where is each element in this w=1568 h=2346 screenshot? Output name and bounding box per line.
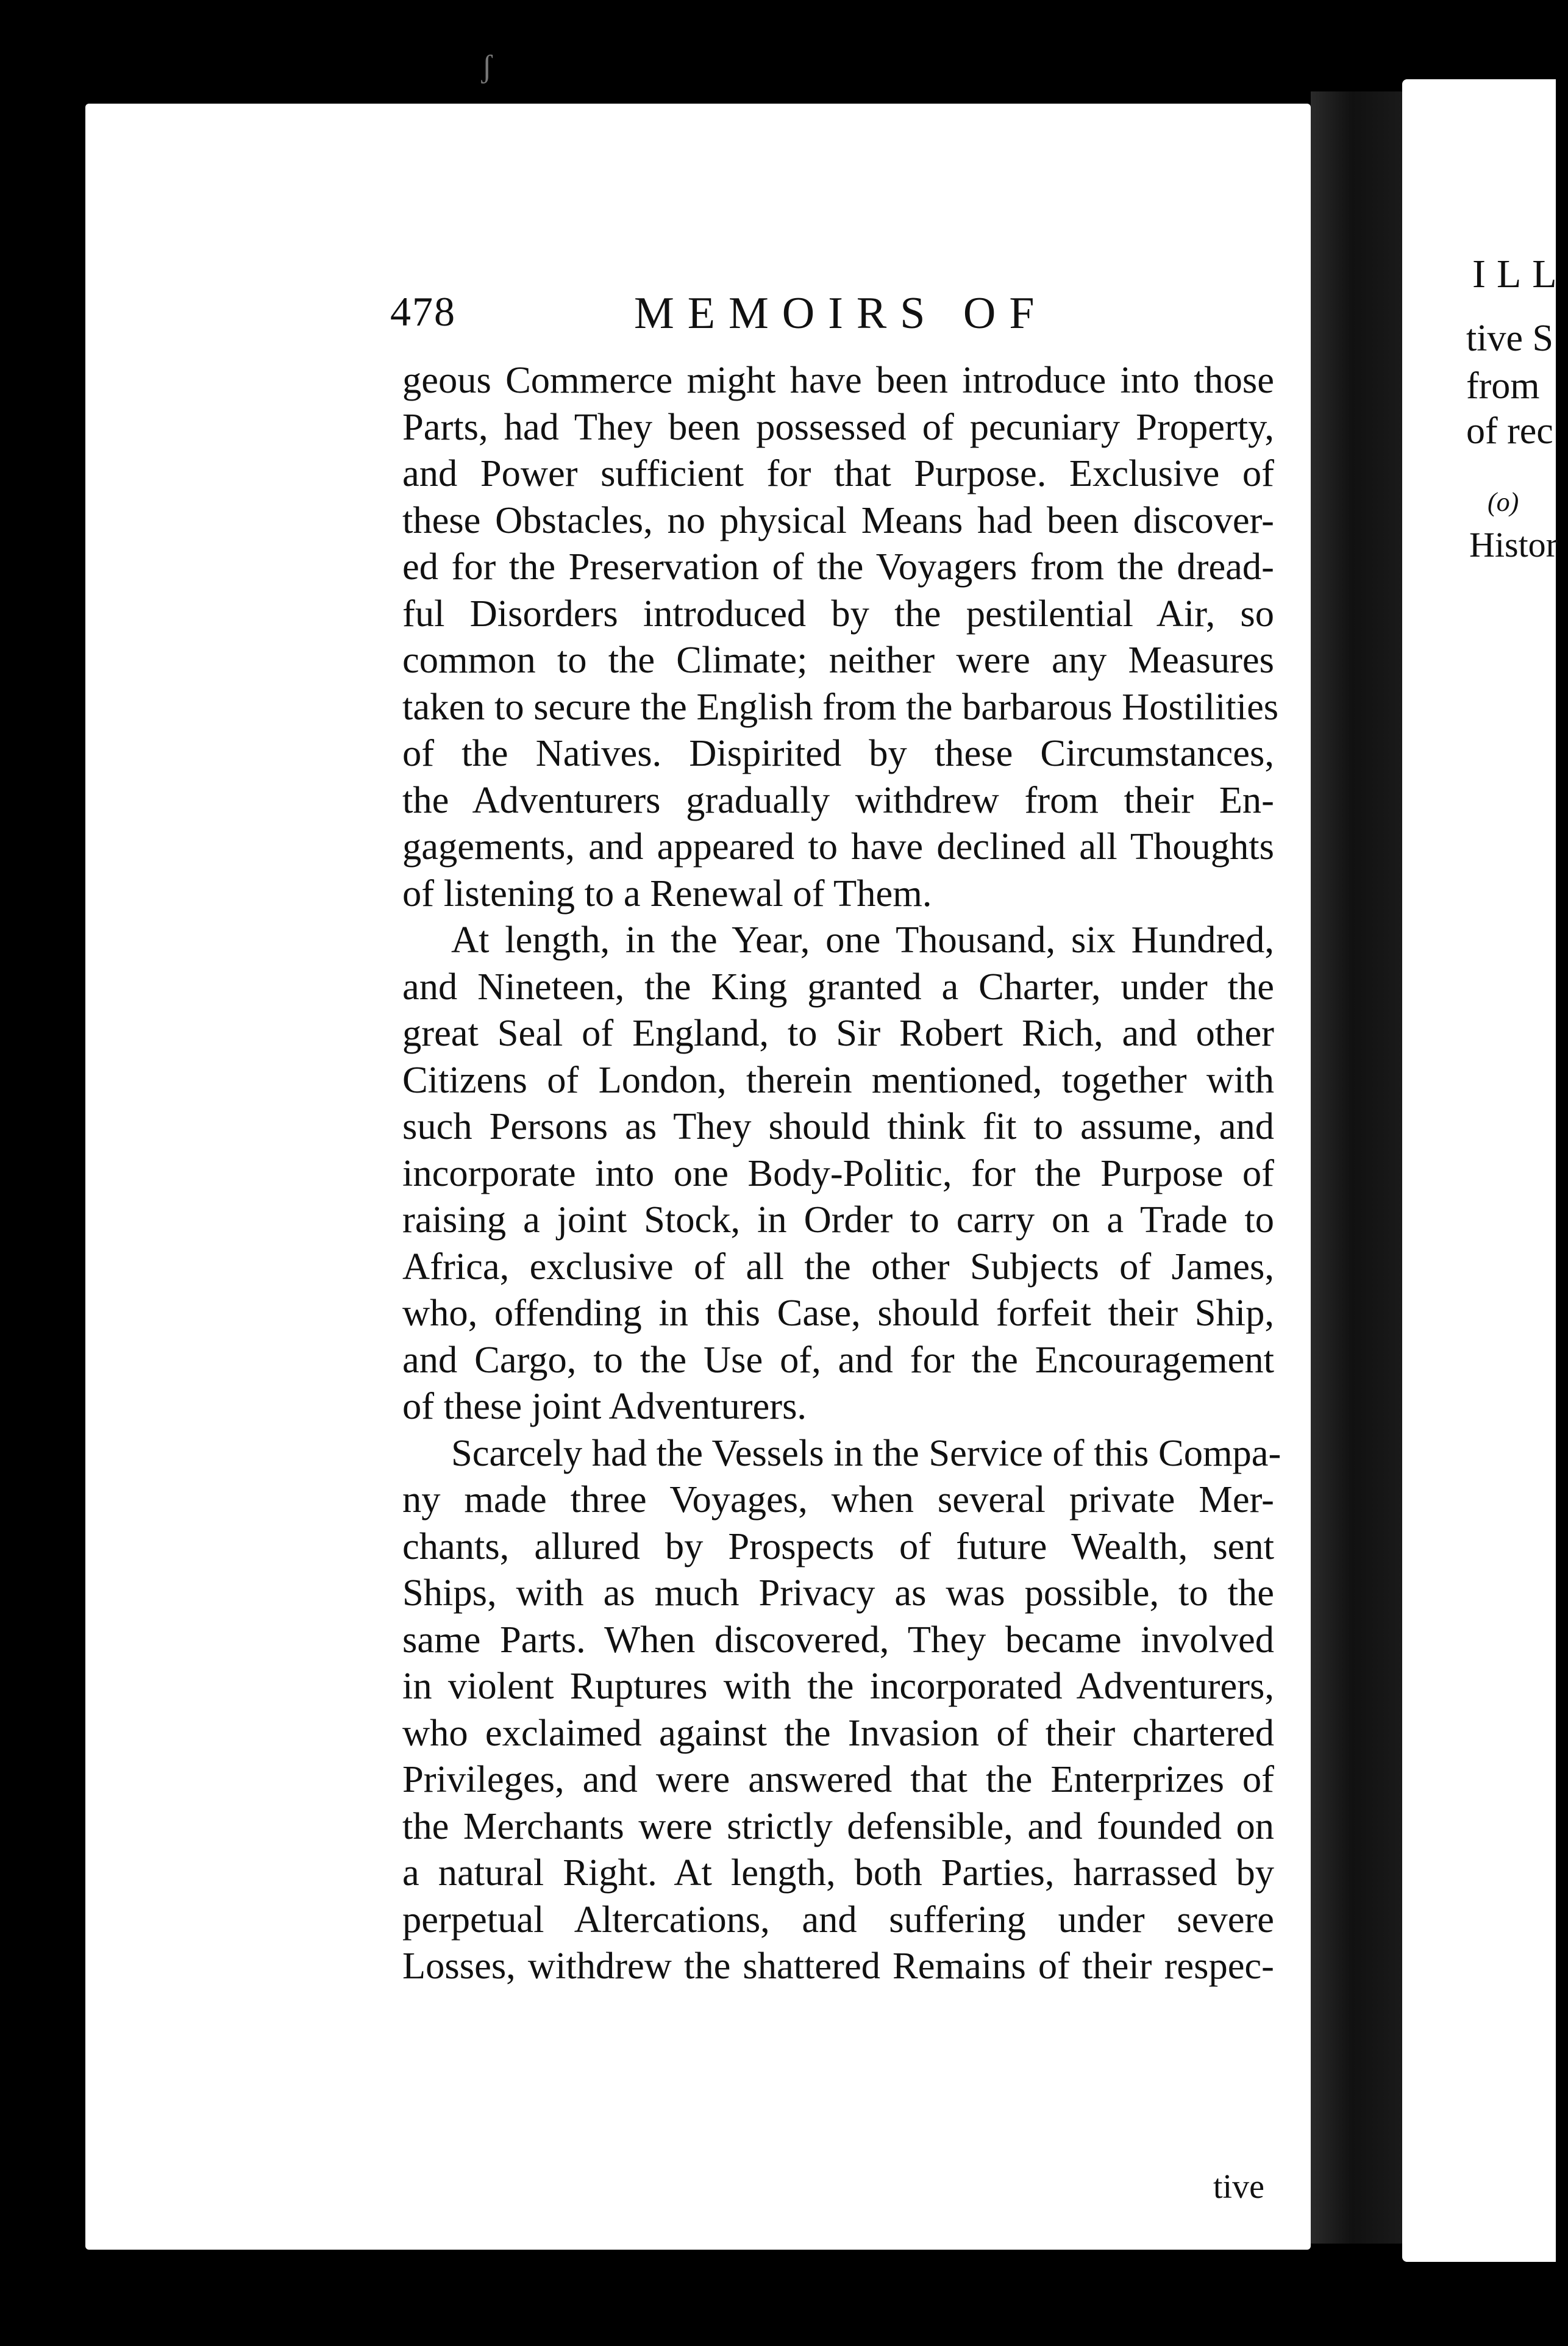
- text-line: taken to secure the English from the barbarous Hostilities: [402, 685, 1279, 728]
- text-line: and Cargo, to the Use of, and for the Encouragement: [402, 1338, 1274, 1381]
- text-line: Parts, had They been possessed of pecuniary Property,: [402, 405, 1274, 448]
- text-line: same Parts. When discovered, They became involved: [402, 1617, 1274, 1661]
- text-line: raising a joint Stock, in Order to carry on a Trade to: [402, 1198, 1274, 1241]
- text-line: the Adventurers gradually withdrew from their En-: [402, 778, 1274, 821]
- text-line: a natural Right. At length, both Parties, harrassed by: [402, 1851, 1274, 1894]
- text-line: perpetual Altercations, and suffering under severe: [402, 1897, 1274, 1941]
- text-line: Citizens of London, therein mentioned, together with: [402, 1058, 1274, 1101]
- text-line: and Nineteen, the King granted a Charter, under the: [402, 964, 1274, 1008]
- right-running-head: ILL: [1472, 252, 1568, 296]
- text-line: of these joint Adventurers.: [402, 1385, 807, 1427]
- text-line: of the Natives. Dispirited by these Circumstances,: [402, 732, 1274, 774]
- text-line: gagements, and appeared to have declined all Thoughts: [402, 825, 1274, 868]
- text-line: great Seal of England, to Sir Robert Rich, and other: [402, 1011, 1274, 1054]
- text-line: in violent Ruptures with the incorporated Adventurers,: [402, 1664, 1274, 1707]
- footnote-line: Histor: [1469, 525, 1558, 565]
- book-gutter: [1311, 91, 1414, 2244]
- text-line: Privileges, and were answered that the Enterprizes of: [402, 1758, 1274, 1800]
- stray-mark: ʃ: [482, 49, 493, 84]
- page-heading: MEMOIRS OF: [634, 288, 1048, 338]
- text-line: the Merchants were strictly defensible, and founded on: [402, 1804, 1274, 1847]
- text-line: chants, allured by Prospects of future Wealth, sent: [402, 1524, 1274, 1567]
- text-line: who, offending in this Case, should forfeit their Ship,: [402, 1291, 1274, 1334]
- footnote-mark: (o): [1488, 487, 1519, 517]
- text-line: who exclaimed against the Invasion of their chartered: [402, 1711, 1274, 1754]
- right-text-line: tive S: [1466, 318, 1553, 359]
- text-line: ed for the Preservation of the Voyagers from the dread-: [402, 545, 1274, 588]
- text-line: common to the Climate; neither were any Measures: [402, 638, 1274, 681]
- text-line: Africa, exclusive of all the other Subjects of James,: [402, 1244, 1274, 1288]
- text-line: such Persons as They should think fit to assume, and: [402, 1105, 1274, 1147]
- running-head: [390, 288, 1305, 355]
- text-line: Ships, with as much Privacy as was possible, to the: [402, 1571, 1274, 1614]
- text-line: Scarcely had the Vessels in the Service of this Compa-: [451, 1431, 1281, 1474]
- right-text-line: from: [1466, 365, 1540, 407]
- text-line: incorporate into one Body-Politic, for the Purpose of: [402, 1151, 1274, 1194]
- text-line: of listening to a Renewal of Them.: [402, 871, 932, 915]
- text-line: and Power sufficient for that Purpose. Exclusive of: [402, 452, 1274, 494]
- text-line: ful Disorders introduced by the pestilential Air, so: [402, 591, 1274, 635]
- right-text-line: of rec: [1466, 410, 1553, 452]
- text-line: geous Commerce might have been introduce into those: [402, 358, 1274, 401]
- text-line: ny made three Voyages, when several private Mer-: [402, 1478, 1274, 1521]
- text-line: At length, in the Year, one Thousand, six Hundred,: [451, 918, 1274, 961]
- catchword: tive: [1213, 2168, 1264, 2206]
- text-line: these Obstacles, no physical Means had been discover-: [402, 498, 1274, 541]
- text-line: Losses, withdrew the shattered Remains of their respec-: [402, 1944, 1274, 1987]
- body-text: [402, 357, 1281, 1989]
- page-number: 478: [390, 288, 456, 335]
